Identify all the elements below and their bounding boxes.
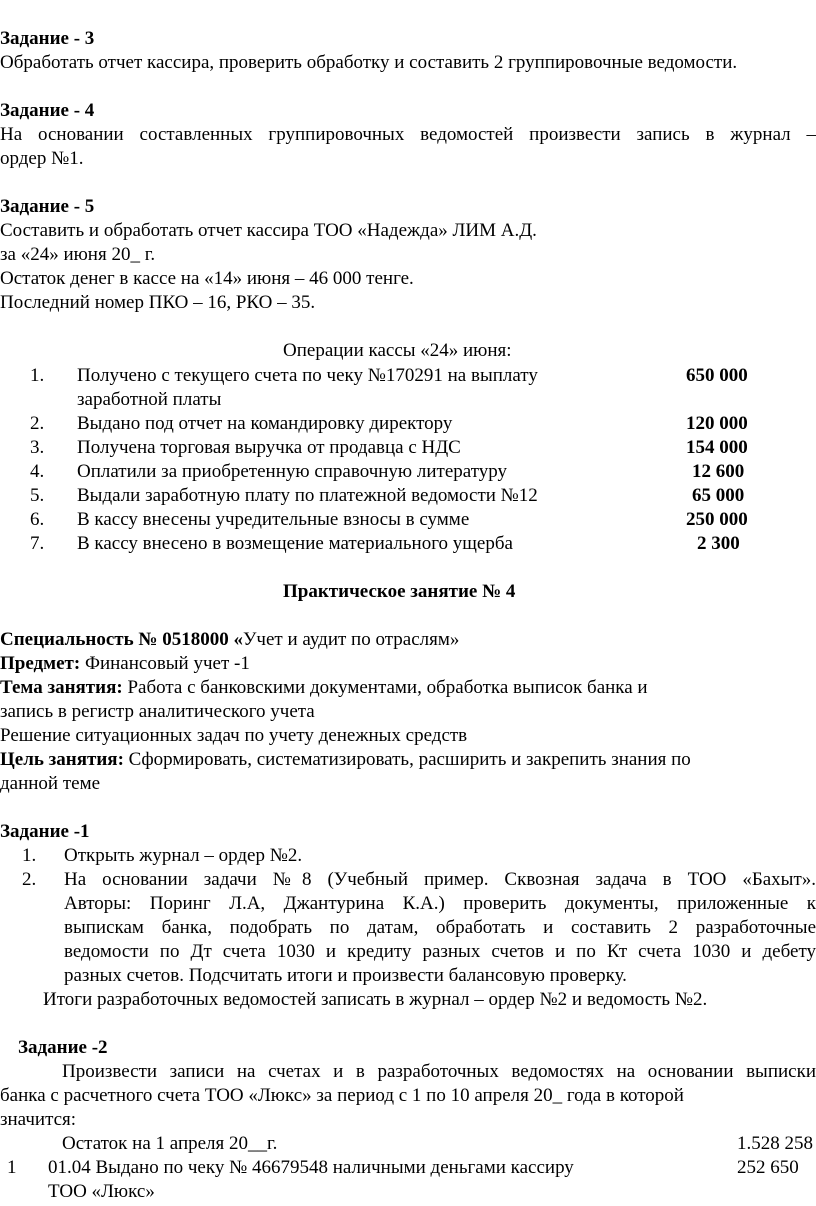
ptask1-item2-line: разных счетов. Подсчитать итоги и произвести балансовую проверку. bbox=[64, 965, 627, 986]
operation-number: 7. bbox=[30, 533, 45, 554]
balance-label: Остаток на 1 апреля 20__г. bbox=[62, 1133, 278, 1154]
operation-text-continued: заработной платы bbox=[77, 389, 222, 410]
topic-line-2: запись в регистр аналитического учета bbox=[0, 701, 315, 722]
ptask1-item2-number: 2. bbox=[22, 869, 37, 890]
topic-value: Работа с банковскими документами, обработка выписок банка и bbox=[122, 677, 648, 698]
ptask1-item2-line: Авторы: Поринг Л.А, Джантурина К.А.) проверить документы, приложенные к bbox=[64, 893, 816, 914]
operation-text: Получена торговая выручка от продавца с НДС bbox=[77, 437, 461, 458]
operation-text: Получено с текущего счета по чеку №170291 на выплату bbox=[77, 365, 538, 386]
specialty-value: Учет и аудит по отраслям» bbox=[242, 629, 460, 650]
goal-value: Сформировать, систематизировать, расширить и закрепить знания по bbox=[123, 749, 691, 770]
task5-line4: Последний номер ПКО – 16, РКО – 35. bbox=[0, 292, 316, 313]
operation-text: Выдано под отчет на командировку директору bbox=[77, 413, 453, 434]
ptask1-item2-line: ведомости по Дт счета 1030 и кредиту разных счетов и по Кт счета 1030 и дебету bbox=[64, 941, 816, 962]
goal-line bbox=[0, 748, 691, 772]
ptask1-title: Задание -1 bbox=[0, 821, 90, 842]
task5-title: Задание - 5 bbox=[0, 196, 95, 217]
subject-label: Предмет: bbox=[0, 653, 81, 674]
operation-amount: 250 000 bbox=[686, 509, 748, 530]
balance-value: 1.528 258 bbox=[737, 1133, 813, 1154]
topic-line-3: Решение ситуационных задач по учету денежных средств bbox=[0, 725, 468, 746]
operation-number: 1. bbox=[30, 365, 45, 386]
operation-text: В кассу внесено в возмещение материального ущерба bbox=[77, 533, 513, 554]
operation-amount: 65 000 bbox=[692, 485, 745, 506]
task5-line1: Составить и обработать отчет кассира ТОО «Надежда» ЛИМ А.Д. bbox=[0, 220, 537, 241]
goal-line-2: данной теме bbox=[0, 773, 101, 794]
operation-amount: 650 000 bbox=[686, 365, 748, 386]
task3-title: Задание - 3 bbox=[0, 28, 95, 49]
practical-title: Практическое занятие № 4 bbox=[283, 581, 516, 602]
task5-line2: за «24» июня 20_ г. bbox=[0, 244, 156, 265]
ptask1-item1-text: Открыть журнал – ордер №2. bbox=[64, 845, 303, 866]
task4-line1: На основании составленных группировочных ведомостей произвести запись в журнал – bbox=[0, 124, 816, 145]
ptask1-item2-line: выпискам банка, подобрать по датам, обработать и составить 2 разработочные bbox=[64, 917, 816, 938]
operation-number: 6. bbox=[30, 509, 45, 530]
subject-line bbox=[0, 652, 250, 676]
statement-row-text-continued: ТОО «Люкс» bbox=[48, 1181, 155, 1202]
ptask2-line3: значится: bbox=[0, 1109, 77, 1130]
operation-number: 5. bbox=[30, 485, 45, 506]
operation-text: Оплатили за приобретенную справочную литературу bbox=[77, 461, 508, 482]
specialty-line bbox=[0, 628, 459, 652]
ptask2-line1: Произвести записи на счетах и в разработочных ведомостях на основании выписки bbox=[62, 1061, 816, 1082]
task5-line3: Остаток денег в кассе на «14» июня – 46 000 тенге. bbox=[0, 268, 414, 289]
operation-text: Выдали заработную плату по платежной ведомости №12 bbox=[77, 485, 538, 506]
specialty-label: Специальность № 0518000 « bbox=[0, 629, 243, 650]
task4-title: Задание - 4 bbox=[0, 100, 95, 121]
goal-label: Цель занятия: bbox=[0, 749, 124, 770]
topic-line bbox=[0, 676, 648, 700]
operation-number: 4. bbox=[30, 461, 45, 482]
operation-amount: 120 000 bbox=[686, 413, 748, 434]
ptask2-line2: банка с расчетного счета ТОО «Люкс» за период с 1 по 10 апреля 20_ года в которой bbox=[0, 1085, 684, 1106]
task3-text: Обработать отчет кассира, проверить обработку и составить 2 группировочные ведомости. bbox=[0, 52, 738, 73]
subject-value: Финансовый учет -1 bbox=[80, 653, 250, 674]
ptask1-item1-number: 1. bbox=[22, 845, 37, 866]
statement-row-value: 252 650 bbox=[737, 1157, 799, 1178]
ptask1-summary: Итоги разработочных ведомостей записать в журнал – ордер №2 и ведомость №2. bbox=[43, 989, 708, 1010]
statement-row-text: 01.04 Выдано по чеку № 46679548 наличными деньгами кассиру bbox=[48, 1157, 574, 1178]
operations-heading: Операции кассы «24» июня: bbox=[283, 340, 512, 361]
task4-line2: ордер №1. bbox=[0, 148, 84, 169]
ptask1-item2-line: На основании задачи №8 (Учебный пример. Сквозная задача в ТОО «Бахыт». bbox=[64, 869, 816, 890]
operation-amount: 12 600 bbox=[692, 461, 745, 482]
operation-text: В кассу внесены учредительные взносы в сумме bbox=[77, 509, 470, 530]
operation-number: 3. bbox=[30, 437, 45, 458]
operation-number: 2. bbox=[30, 413, 45, 434]
statement-row-number: 1 bbox=[7, 1157, 17, 1178]
operation-amount: 2 300 bbox=[697, 533, 740, 554]
ptask2-title: Задание -2 bbox=[18, 1037, 108, 1058]
topic-label: Тема занятия: bbox=[0, 677, 123, 698]
operation-amount: 154 000 bbox=[686, 437, 748, 458]
